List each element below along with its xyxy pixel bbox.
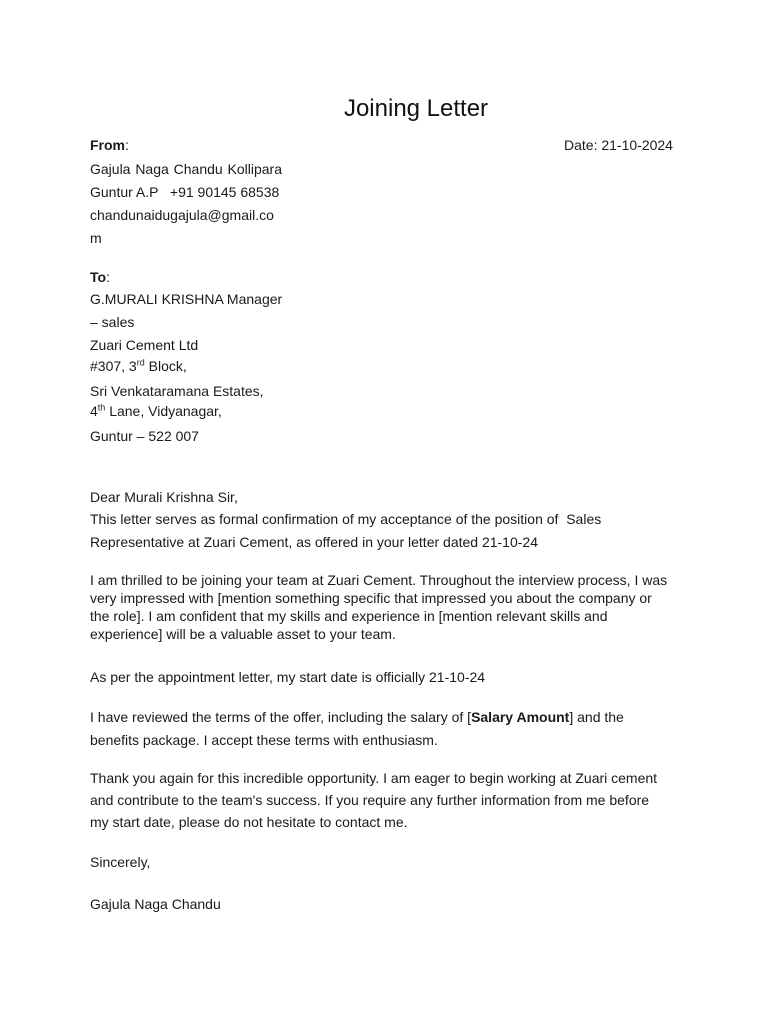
paragraph-4-rest: ] and the benefits package. I accept these terms with enthusiasm.	[90, 709, 624, 748]
paragraph-3: As per the appointment letter, my start date is officially 21-10-24	[90, 669, 486, 685]
address-line3-text: 4	[90, 403, 98, 419]
signature: Gajula Naga Chandu	[90, 896, 221, 912]
sender-location-phone: Guntur A.P +91 90145 68538	[90, 184, 280, 200]
recipient-name: G.MURALI KRISHNA Manager	[90, 291, 283, 307]
address-line1-rest: Block,	[144, 358, 187, 374]
address-line3-sup: th	[97, 402, 106, 413]
salary-amount-placeholder: Salary Amount	[471, 709, 570, 725]
recipient-address-line4: Guntur – 522 007	[90, 428, 199, 444]
sender-name: Gajula Naga Chandu Kollipara	[90, 161, 282, 177]
sender-email-line2: m	[90, 230, 102, 246]
to-label: To	[90, 269, 107, 285]
page-title: Joining Letter	[343, 95, 489, 122]
sender-email-line1: chandunaidugajula@gmail.co	[90, 207, 274, 223]
recipient-company: Zuari Cement Ltd	[90, 337, 199, 353]
paragraph-1-line1: This letter serves as formal confirmation of my acceptance of the position of Sales	[90, 511, 602, 527]
recipient-address-line3	[90, 402, 222, 420]
closing: Sincerely,	[90, 854, 151, 870]
paragraph-4-text: I have reviewed the terms of the offer, including the salary of [	[90, 709, 472, 725]
address-line1-text: #307, 3	[90, 358, 137, 374]
recipient-title: – sales	[90, 314, 135, 330]
letter-date: Date: 21-10-2024	[564, 137, 673, 153]
from-label: From	[90, 137, 125, 153]
to-colon: :	[106, 269, 110, 285]
paragraph-1-line2: Representative at Zuari Cement, as offered in your letter dated 21-10-24	[90, 534, 538, 550]
recipient-address-line1	[90, 357, 187, 375]
salutation: Dear Murali Krishna Sir,	[90, 489, 238, 505]
paragraph-2: I am thrilled to be joining your team at Zuari Cement. Throughout the interview process, I was very impressed with [mention something specific that impressed you about the company or the role]. I am confident that my skills and experience in [mention relevant skills and experience] will be a valuable asset to your team.	[90, 572, 668, 642]
address-line3-rest: Lane, Vidyanagar,	[105, 403, 222, 419]
paragraph-4	[90, 706, 670, 752]
paragraph-5: Thank you again for this incredible opportunity. I am eager to begin working at Zuari cement and contribute to the team's success. If you require any further information from me before my start date, please do not hesitate to contact me.	[90, 770, 658, 830]
recipient-address-line2: Sri Venkataramana Estates,	[90, 383, 264, 399]
address-line1-sup: rd	[136, 357, 145, 368]
to-heading	[90, 268, 110, 286]
from-heading	[90, 136, 129, 154]
from-colon: :	[125, 137, 129, 153]
